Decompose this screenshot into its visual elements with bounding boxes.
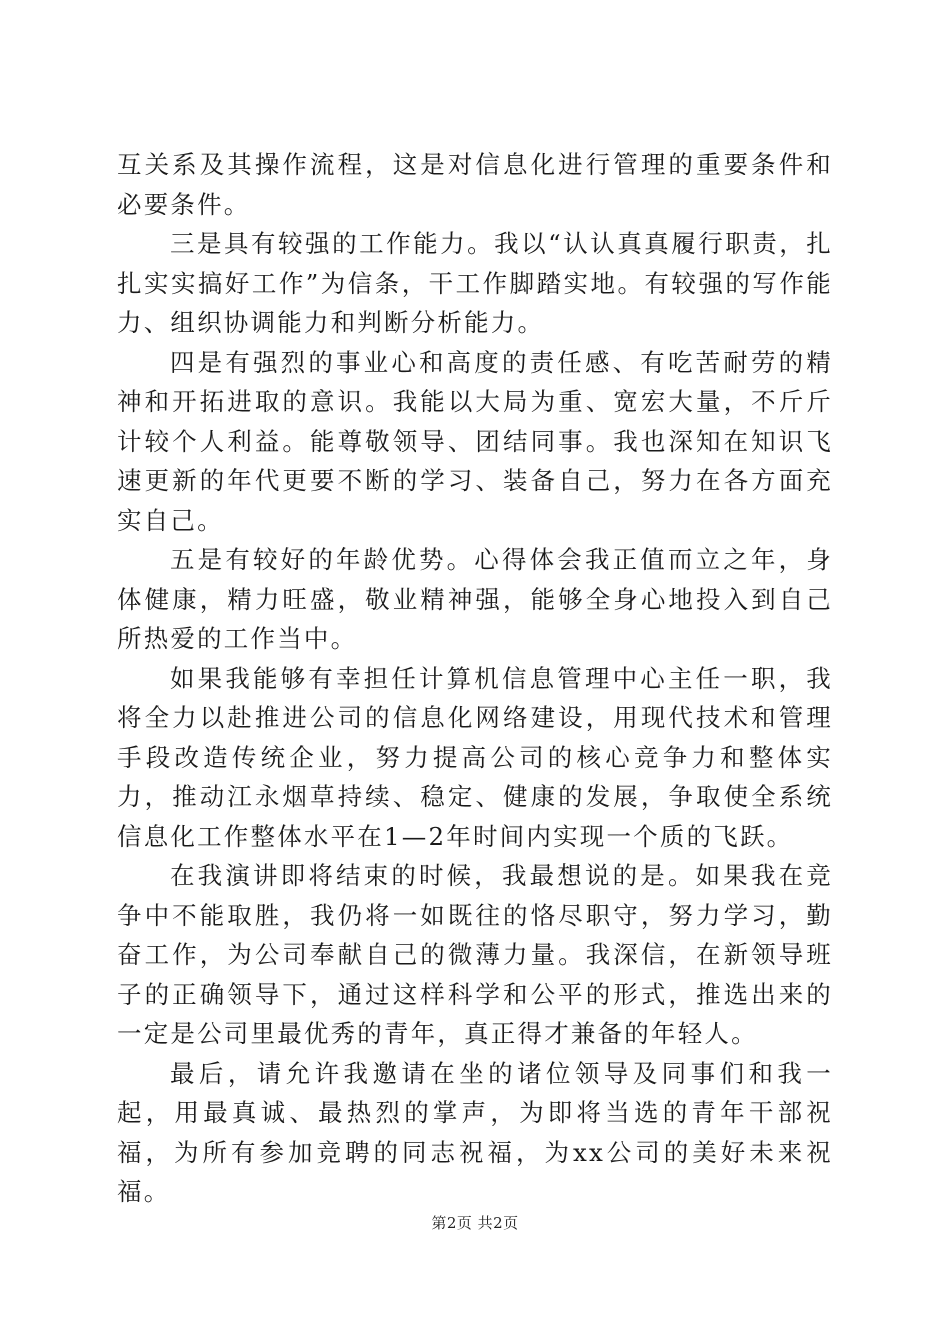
paragraph-6: 在我演讲即将结束的时候，我最想说的是。如果我在竞争中不能取胜，我仍将一如既往的恪尽职守，努力学习，勤奋工作，为公司奉献自己的微薄力量。我深信，在新领导班子的正确领导下，通过这样科学和公平的形式，推选出来的一定是公司里最优秀的青年，真正得才兼备的年轻人。 bbox=[117, 861, 833, 1048]
paragraph-3: 四是有强烈的事业心和高度的责任感、有吃苦耐劳的精神和开拓进取的意识。我能以大局为重、宽宏大量，不斤斤计较个人利益。能尊敬领导、团结同事。我也深知在知识飞速更新的年代更要不断的学习、装备自己，努力在各方面充实自己。 bbox=[117, 347, 833, 535]
page-footer: 第2页 共2页 bbox=[431, 1214, 519, 1232]
paragraph-2: 三是具有较强的工作能力。我以“认认真真履行职责，扎扎实实搞好工作”为信条，干工作脚踏实地。有较强的写作能力、组织协调能力和判断分析能力。 bbox=[117, 229, 833, 337]
paragraph-1: 互关系及其操作流程，这是对信息化进行管理的重要条件和必要条件。 bbox=[117, 150, 833, 219]
paragraph-4: 五是有较好的年龄优势。心得体会我正值而立之年，身体健康，精力旺盛，敬业精神强，能够全身心地投入到自己所热爱的工作当中。 bbox=[117, 545, 833, 653]
document-body bbox=[117, 145, 833, 1212]
paragraph-5: 如果我能够有幸担任计算机信息管理中心主任一职，我将全力以赴推进公司的信息化网络建设，用现代技术和管理手段改造传统企业，努力提高公司的核心竞争力和整体实力，推动江永烟草持续、稳定、健康的发展，争取使全系统信息化工作整体水平在1—2年时间内实现一个质的飞跃。 bbox=[117, 663, 833, 851]
paragraph-7: 最后，请允许我邀请在坐的诸位领导及同事们和我一起，用最真诚、最热烈的掌声，为即将当选的青年干部祝福，为所有参加竞聘的同志祝福，为xx公司的美好未来祝福。 bbox=[117, 1058, 833, 1206]
